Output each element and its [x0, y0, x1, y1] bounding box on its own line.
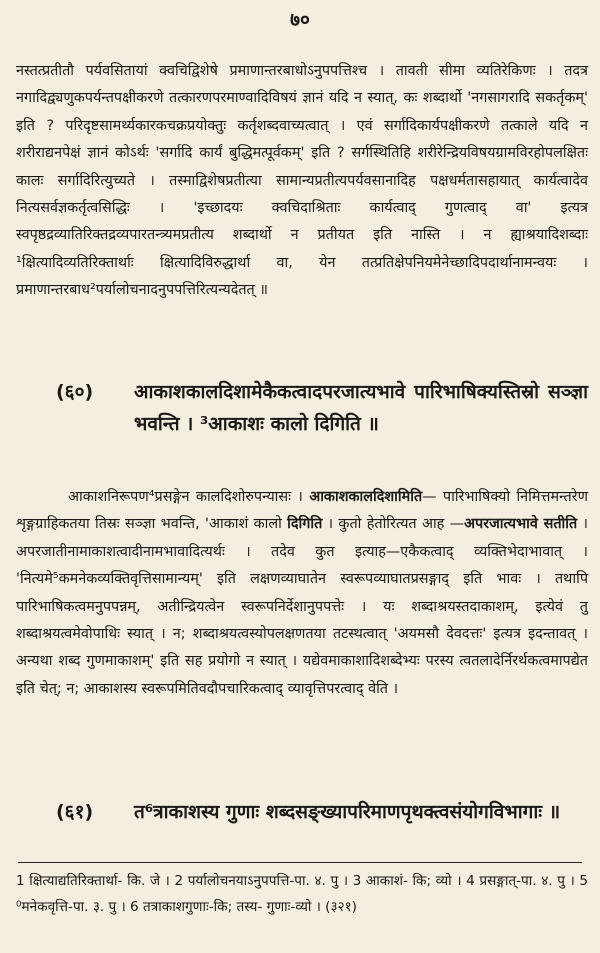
commentary-paragraph: नस्तत्प्रतीतौ पर्यवसितायां क्वचिद्विशेषे प्रमाणान्तरबाधोऽनुपपत्तिश्च । तावती सीमा व्यतिरेकिणः । तदत्र नगादिद्व्यणुकपर्यन्तपक्षीकरणे तत्कारणपरमाण्वादिविषयं ज्ञानं यदि न स्यात्, कः शब्दार्थो 'नगसागरादि सकर्तृकम्' इति ? परिदृष्टसामर्थ्यकारकचक्रप्रयोक्तुः कर्तृशब्दवाच्यत्वात् । एवं सर्गादिकार्यपक्षीकरणे तत्काले यदि न शरीराद्यनपेक्षं ज्ञानं कोऽर्थः 'सर्गादि कार्यं बुद्धिमत्पूर्वकम्' इति ? सर्गस्थितिहि शरीरेन्द्रियविषयग्रामविरहोपलक्षितः कालः सर्गादिरित्युच्यते । तस्माद्विशेषप्रतीत्या सामान्यप्रतीत्यपर्यवसानादिह पक्षधर्मतासहायात् कार्यत्वादेव नित्यसर्वज्ञकर्तृत्वसिद्धिः । 'इच्छादयः क्वचिदाश्रिताः कार्यत्वाद् गुणत्वाद् वा' इत्यत्र स्वपृष्ठद्रव्यातिरिक्तद्रव्यपारतन्त्र्यमप्रतीत्य शब्दार्थो न प्रतीयत इति नास्ति । न ह्याश्रयादिशब्दाः ¹क्षित्यादिव्यतिरिक्तार्थाः क्षित्यादिविरुद्धार्था वा, येन तत्प्रतिक्षेपनियमेनेच्छादिपदार्थानामन्वयः । प्रमाणान्तरबाध²पर्यालोचनादनुपपत्तिरित्यन्यदेतत् ॥: [16, 63, 588, 299]
sutra-text: त⁶त्राकाशस्य गुणाः शब्दसङ्ख्यापरिमाणपृथक्त्वसंयोगविभागाः ॥: [134, 801, 561, 823]
footnote-divider: [18, 862, 582, 863]
commentary-text: । कुतो हेतोरित्यत आह —: [327, 516, 465, 533]
sutra-60: [16, 376, 588, 440]
footnotes: 1 क्षित्याद्यतिरिक्तार्था- कि. जे । 2 पर्यालोचनयाऽनुपपत्ति-पा. ४. पु । 3 आकाशं- कि; व्यो । 4 प्रसङ्गात्-पा. ४. पु । 5 ⁰मनेकवृत्ति-पा. ३. पु । 6 तत्राकाशगुणाः-कि; तस्य- गुणाः-व्यो । (३२१): [16, 873, 588, 915]
sutra-text: आकाशकालदिशामेकैकत्वादपरजात्यभावे पारिभाषिक्यस्तिस्रो सञ्ज्ञा भवन्ति । ³आकाशः कालो दिगिति ॥: [134, 381, 588, 435]
commentary-paragraph: [16, 484, 588, 703]
commentary-bold-text: दिगिति: [287, 516, 323, 533]
commentary-text: आकाशनिरूपण⁴प्रसङ्गेन कालदिशोरुपन्यासः ।: [68, 489, 303, 505]
commentary-text: । अपरजातीनामाकाशत्वादीनामभावादित्यर्थः । तदेव कुत इत्याह—एकैकत्वाद् व्यक्तिभेदाभावात् । 'नित्यमे⁵कमनेकव्यक्तिवृत्तिसामान्यम्' इति लक्षणव्याघातेन स्वरूपव्याघातप्रसङ्गाद् इति भावः । तथापि पारिभाषिकत्वमनुपपन्नम्, अतीन्द्रियत्वेन स्वरूपनिर्देशानुपपत्तेः । यः शब्दाश्रयस्तदाकाशम्, इत्येवं तु शब्दाश्रयत्वमेवोपाधिः स्यात् । न; शब्दाश्रयत्वस्योपलक्षणतया तटस्थत्वात् 'अयमसौ देवदत्तः' इत्यत्र इदन्तावत् । अन्यथा शब्द गुणमाकाशम्' इति सह प्रयोगो न स्यात् । यद्येवमाकाशादिशब्देभ्यः परस्य त्वतलादेर्निरर्थकत्वमापद्येत इति चेत्; न; आकाशस्य स्वरूपमितिवदौपचारिकत्वाद् व्यावृत्तिपरत्वाद् वेति ।: [16, 516, 588, 697]
sutra-61: [16, 796, 588, 828]
sutra-number: (६१): [56, 801, 94, 823]
commentary-bold-text: आकाशकालदिशामिति: [309, 489, 423, 505]
sutra-number: (६०): [56, 381, 94, 403]
commentary-text: — पारिभाषिक्यो निमित्तमन्तरेण शृङ्गग्राहिकतया तिस्रः सञ्ज्ञा भवन्ति, 'आकाशं कालो: [16, 489, 588, 533]
page-number: ७०: [290, 9, 310, 31]
commentary-bold-text: अपरजात्यभावे सतीति: [464, 516, 578, 533]
